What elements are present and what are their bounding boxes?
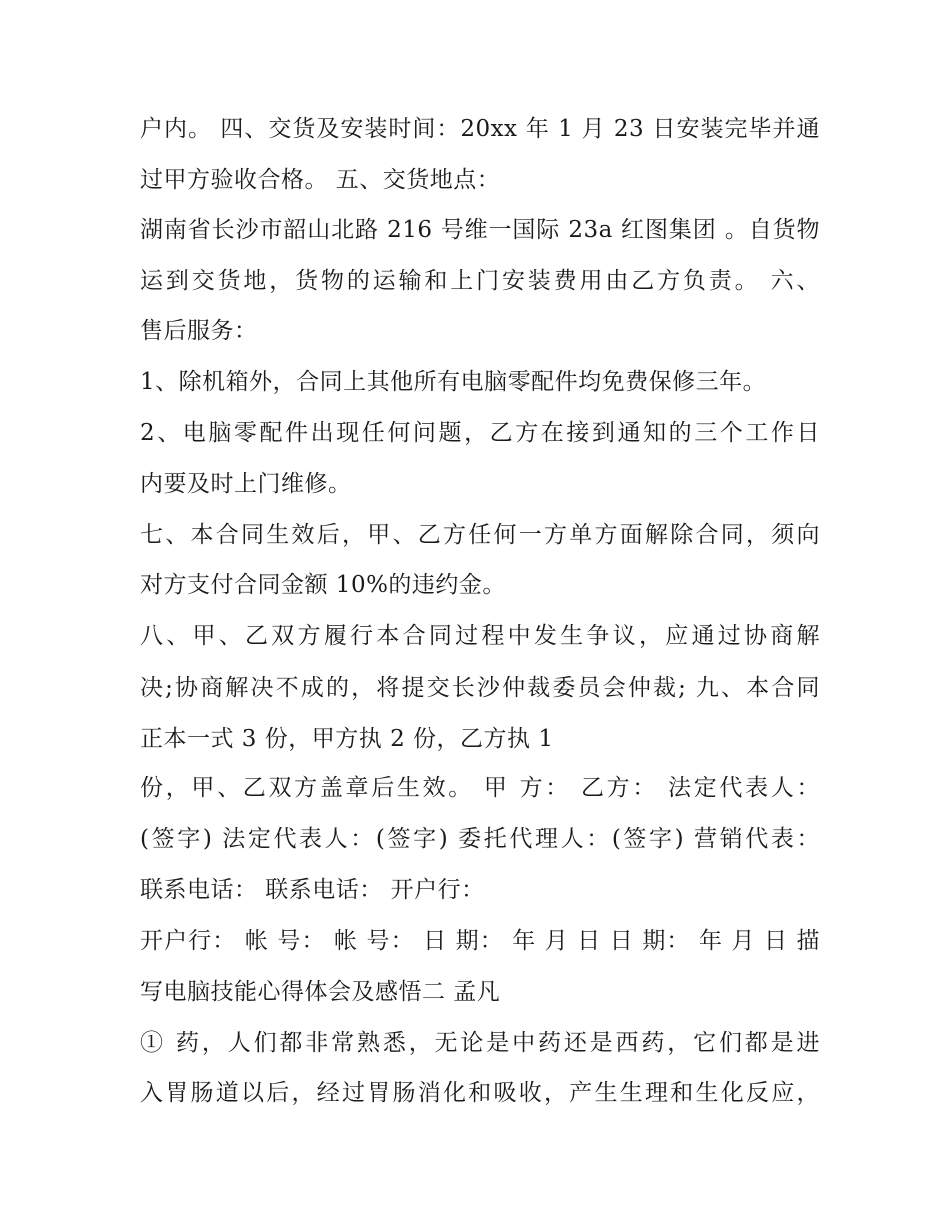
text-line-4: 运到交货地，货物的运输和上门安装费用由乙方负责。 六、 [140,268,820,294]
text-line-11: 八、甲、乙双方履行本合同过程中发生争议，应通过协商解 [140,623,820,649]
text-line-19: ① 药，人们都非常熟悉，无论是中药还是西药，它们都是进 [140,1030,820,1056]
text-line-2: 过甲方验收合格。 五、交货地点： [140,167,501,193]
text-line-17: 开户行： 帐 号： 帐 号： 日 期： 年 月 日 日 期： 年 月 日 描 [140,928,820,954]
text-line-8: 内要及时上门维修。 [140,471,352,497]
text-line-16: 联系电话： 联系电话： 开户行： [140,877,485,903]
text-line-10: 对方支付合同金额 10%的违约金。 [140,572,506,598]
text-line-15: (签字) 法定代表人：(签字) 委托代理人：(签字) 营销代表： [140,826,820,852]
text-line-20: 入胃肠道以后，经过胃肠消化和吸收，产生生理和生化反应， [140,1080,820,1106]
text-line-7: 2、电脑零配件出现任何问题，乙方在接到通知的三个工作日 [140,420,820,446]
text-line-18: 写电脑技能心得体会及感悟二 孟凡 [140,979,501,1005]
text-line-1: 户内。 四、交货及安装时间：20xx 年 1 月 23 日安装完毕并通 [140,116,820,142]
text-line-5: 售后服务： [140,318,258,344]
text-line-6: 1、除机箱外，合同上其他所有电脑零配件均免费保修三年。 [140,369,767,395]
text-line-3: 湖南省长沙市韶山北路 216 号维一国际 23a 红图集团 。自货物 [140,217,820,243]
text-line-9: 七、本合同生效后，甲、乙方任何一方单方面解除合同，须向 [140,522,820,548]
text-line-12: 决;协商解决不成的，将提交长沙仲裁委员会仲裁; 九、本合同 [140,675,820,701]
text-line-14: 份，甲、乙双方盖章后生效。 甲 方： 乙方： 法定代表人： [140,775,820,801]
text-line-13: 正本一式 3 份，甲方执 2 份，乙方执 1 [140,726,554,752]
